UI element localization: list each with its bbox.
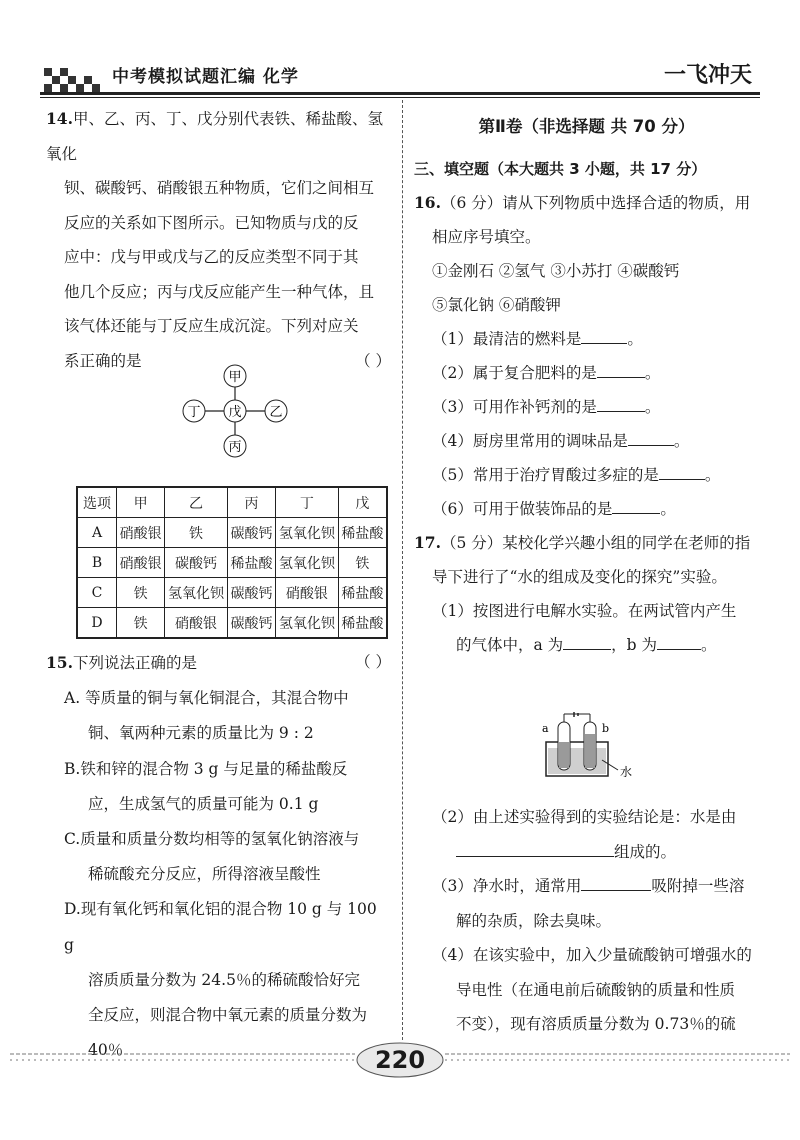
figure-label-water: 水 <box>620 765 633 779</box>
table-cell: 碳酸钙 <box>227 608 275 639</box>
table-cell: C <box>77 578 117 608</box>
option-text: 等质量的铜与氧化铜混合，其混合物中 <box>85 689 349 708</box>
q17-part2-text: 组成的。 <box>614 842 677 861</box>
option-text: 质量和质量分数均相等的氢氧化钠溶液与 <box>80 830 360 849</box>
answer-blank[interactable] <box>628 445 674 446</box>
question-14 <box>46 102 391 378</box>
q17-line: （5 分）某校化学兴趣小组的同学在老师的指 <box>440 534 751 552</box>
table-cell: 铁 <box>117 578 165 608</box>
option-text: 应，生成氢气的质量可能为 0.1 g <box>88 794 319 813</box>
answer-blank[interactable] <box>612 513 660 514</box>
table-cell: 碳酸钙 <box>227 518 275 548</box>
question-15 <box>46 645 391 1068</box>
section-subtitle: 三、填空题（本大题共 3 小题，共 17 分） <box>414 160 707 178</box>
q14-line: 甲、乙、丙、丁、戊分别代表铁、稀盐酸、氢氧化 <box>46 110 383 163</box>
q17-part1: （1）按图进行电解水实验。在两试管内产生 <box>432 602 737 620</box>
right-column <box>414 110 759 662</box>
page-number: 220 <box>374 1046 426 1074</box>
q14-number: 14. <box>46 109 73 128</box>
diagram-node-right: 乙 <box>269 405 283 420</box>
option-label: D. <box>64 900 81 919</box>
table-cell: 铁 <box>165 518 228 548</box>
answer-blank-b[interactable] <box>657 649 701 650</box>
table-cell: 氢氧化钡 <box>276 518 339 548</box>
option-text: 全反应，则混合物中氧元素的质量分数为 <box>88 1006 368 1025</box>
table-cell: 硝酸银 <box>117 518 165 548</box>
option-text: 稀硫酸充分反应，所得溶液呈酸性 <box>88 865 321 884</box>
figure-label-b: b <box>602 722 610 735</box>
punct: 。 <box>644 364 661 382</box>
q14-line: 钡、碳酸钙、硝酸银五种物质，它们之间相互 <box>64 179 375 197</box>
table-row <box>77 578 387 608</box>
figure-label-a: a <box>542 722 549 735</box>
q14-line: 他几个反应；丙与戊反应能产生一种气体，且 <box>64 282 375 301</box>
table-header: 戊 <box>338 487 387 518</box>
table-cell: B <box>77 548 117 578</box>
q16-materials: ⑤氯化钠 ⑥硝酸钾 <box>432 296 561 314</box>
option-text: 铜、氧两种元素的质量比为 9 : 2 <box>88 724 314 743</box>
q17-part4: 导电性（在通电前后硫酸钠的质量和性质 <box>456 980 736 999</box>
q16-item: （5）常用于治疗胃酸过多症的是 <box>432 466 659 484</box>
table-cell: 碳酸钙 <box>227 578 275 608</box>
answer-blank[interactable] <box>456 856 614 857</box>
q17-part4: 不变），现有溶质质量分数为 0.73％的硫 <box>456 1015 736 1033</box>
punct: 。 <box>701 636 717 654</box>
table-cell: 硝酸银 <box>165 608 228 639</box>
answer-blank[interactable] <box>581 890 651 891</box>
q17-part3-text: 吸附掉一些溶 <box>651 877 745 895</box>
header-rule-thin <box>40 97 760 98</box>
q14-answer-bracket: （ ） <box>355 351 391 370</box>
q15-answer-bracket: （ ） <box>355 653 391 671</box>
q14-line: 反应的关系如下图所示。已知物质与戊的反 <box>64 213 359 232</box>
table-cell: 稀盐酸 <box>338 608 387 639</box>
table-cell: 氢氧化钡 <box>276 608 339 639</box>
table-header-row <box>77 487 387 518</box>
option-label: A. <box>64 689 81 708</box>
q14-line: 应中：戊与甲或戊与乙的反应类型不同于其 <box>64 248 359 266</box>
punct: 。 <box>673 432 690 450</box>
q17-part1-text: ，b 为 <box>611 636 658 654</box>
table-cell: 稀盐酸 <box>227 548 275 578</box>
q17-part4: （4）在该实验中，加入少量硫酸钠可增强水的 <box>432 946 752 964</box>
table-cell: 氢氧化钡 <box>165 578 228 608</box>
table-cell: 铁 <box>117 608 165 639</box>
q17-part3-text: 解的杂质，除去臭味。 <box>456 911 612 930</box>
q16-line: （6 分）请从下列物质中选择合适的物质，用 <box>440 194 751 212</box>
table-cell: 氢氧化钡 <box>276 548 339 578</box>
diagram-node-bottom: 丙 <box>228 440 242 455</box>
table-cell: 硝酸银 <box>276 578 339 608</box>
table-header: 丙 <box>227 487 275 518</box>
diagram-node-top: 甲 <box>228 370 242 385</box>
electrolysis-apparatus-figure <box>540 712 640 784</box>
punct: 。 <box>644 398 661 416</box>
punct: 。 <box>660 500 676 518</box>
punct: 。 <box>627 330 643 348</box>
table-cell: 稀盐酸 <box>338 578 387 608</box>
q16-materials: ①金刚石 ②氢气 ③小苏打 ④碳酸钙 <box>432 262 680 280</box>
table-cell: 碳酸钙 <box>165 548 228 578</box>
option-text: 现有氧化钙和氧化铝的混合物 10 g 与 100 g <box>64 900 377 954</box>
table-header: 乙 <box>165 487 228 518</box>
diagram-node-left: 丁 <box>187 405 201 420</box>
header-checker-decoration <box>44 58 106 92</box>
punct: 。 <box>704 466 721 484</box>
options-table <box>76 486 388 639</box>
q16-item: （1）最清洁的燃料是 <box>432 330 582 348</box>
table-cell: A <box>77 518 117 548</box>
table-row <box>77 608 387 639</box>
header-title: 中考模拟试题汇编 化学 <box>112 67 299 87</box>
q15-stem: 下列说法正确的是 <box>72 654 197 672</box>
answer-blank[interactable] <box>581 343 627 344</box>
header-brand: 一飞冲天 <box>663 63 752 88</box>
q17-line: 导下进行了“水的组成及变化的探究”实验。 <box>432 568 727 586</box>
q16-item: （6）可用于做装饰品的是 <box>432 500 613 518</box>
right-column-cont <box>414 800 759 1042</box>
table-header: 丁 <box>276 487 339 518</box>
table-cell: 硝酸银 <box>117 548 165 578</box>
q16-item: （4）厨房里常用的调味品是 <box>432 432 628 450</box>
table-row <box>77 518 387 548</box>
q14-line: 系正确的是 <box>64 351 142 370</box>
answer-blank[interactable] <box>597 377 645 378</box>
option-text: 溶质质量分数为 24.5％的稀硫酸恰好完 <box>88 970 360 989</box>
q15-number: 15. <box>46 653 73 672</box>
section-title: 第Ⅱ卷（非选择题 共 70 分） <box>478 117 695 136</box>
table-header: 甲 <box>117 487 165 518</box>
answer-blank[interactable] <box>659 479 705 480</box>
option-text: 铁和锌的混合物 3 g 与足量的稀盐酸反 <box>80 759 348 778</box>
table-header: 选项 <box>77 487 117 518</box>
header-rule <box>40 92 760 95</box>
q17-part1-text: 的气体中，a 为 <box>456 636 564 654</box>
reaction-diagram <box>180 360 290 460</box>
option-label: B. <box>64 759 81 778</box>
table-cell: 稀盐酸 <box>338 518 387 548</box>
table-cell: 铁 <box>338 548 387 578</box>
q16-item: （3）可用作补钙剂的是 <box>432 398 597 416</box>
diagram-node-center: 戊 <box>228 405 242 420</box>
q14-line: 该气体还能与丁反应生成沉淀。下列对应关 <box>64 317 359 335</box>
q17-number: 17. <box>414 533 441 552</box>
q16-number: 16. <box>414 193 441 212</box>
q16-item: （2）属于复合肥料的是 <box>432 364 597 382</box>
q17-part2: （2）由上述实验得到的实验结论是：水是由 <box>432 808 737 826</box>
answer-blank[interactable] <box>597 411 645 412</box>
table-cell: D <box>77 608 117 639</box>
option-label: C. <box>64 830 81 849</box>
table-row <box>77 548 387 578</box>
answer-blank-a[interactable] <box>563 649 611 650</box>
option-text: 40％ <box>88 1041 124 1060</box>
q16-line: 相应序号填空。 <box>432 228 541 246</box>
q17-part3-text: （3）净水时，通常用 <box>432 877 582 895</box>
column-divider <box>402 100 403 1040</box>
